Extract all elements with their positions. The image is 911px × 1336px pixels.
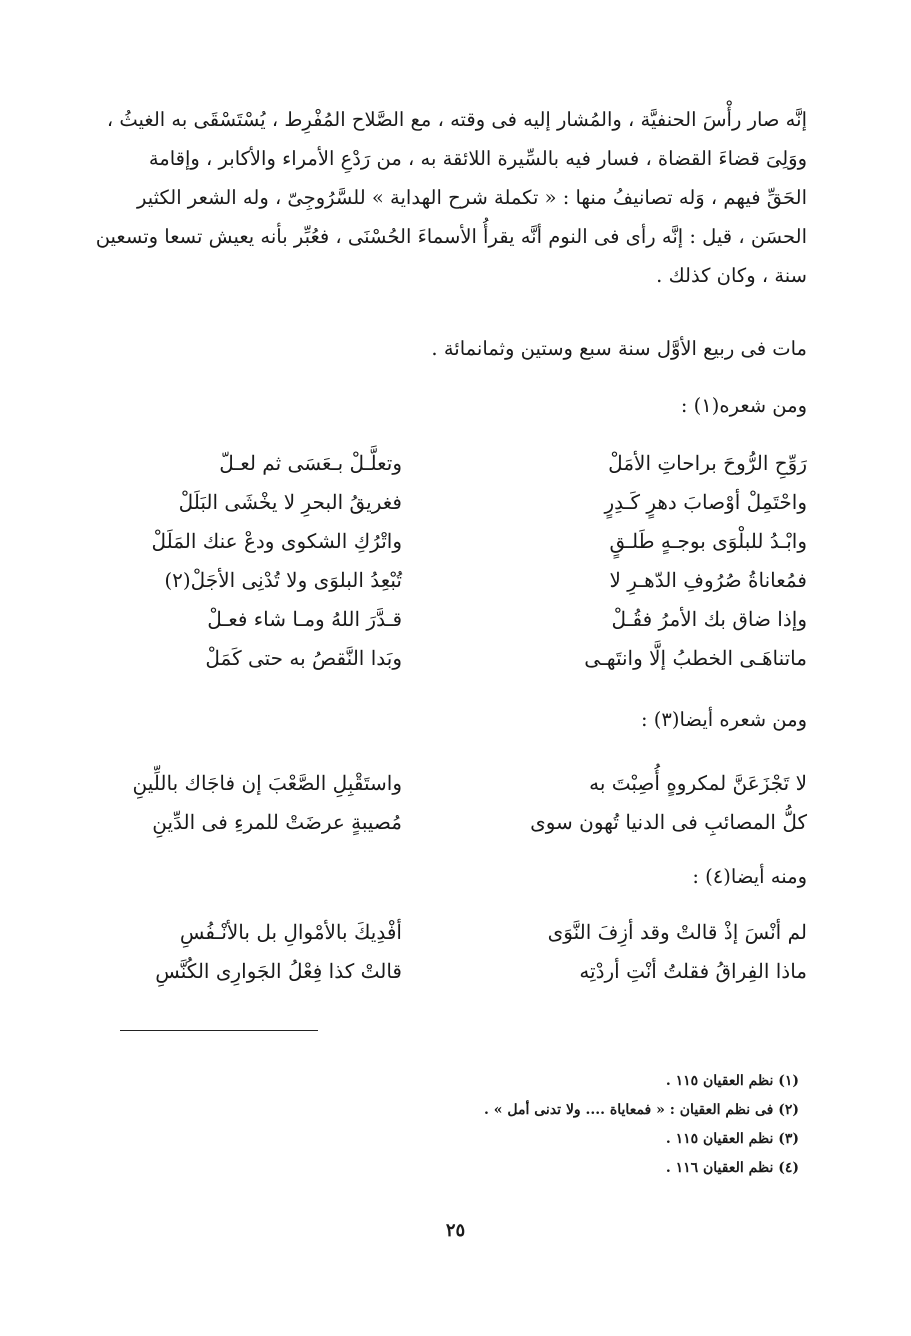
- first-hemistich: لا تَجْزَعَنَّ لمكروهٍ أُصِبْتَ به: [589, 771, 807, 795]
- verse: [112, 529, 807, 568]
- second-hemistich: تُبْعِدُ البلوَى ولا تُدْنِى الأجَلْ(٢): [164, 568, 402, 592]
- footnote: (٤) نظم العقيان ١١٦ .: [665, 1160, 799, 1176]
- footnote: (٣) نظم العقيان ١١٥ .: [665, 1131, 799, 1147]
- footnote: (١) نظم العقيان ١١٥ .: [665, 1073, 799, 1089]
- poem3-heading: ومنه أيضا(٤) :: [692, 865, 807, 888]
- first-hemistich: وإذا ضاق بك الأمرُ فقُـلْ: [611, 607, 807, 631]
- poem3: [112, 920, 807, 998]
- verse: [112, 810, 807, 849]
- verse: [112, 646, 807, 685]
- first-hemistich: ماذا الفِراقُ فقلتُ أنْتِ أردْتِه: [579, 959, 807, 983]
- second-hemistich: قـدَّرَ اللهُ ومـا شاء فعـلْ: [207, 607, 402, 631]
- paragraph-line: إنَّه صار رأْسَ الحنفيَّة ، والمُشار إليه فى وقته ، مع الصَّلاح المُفْرِط ، يُسْتَسْقَى به الغيثُ ،: [106, 108, 807, 131]
- poem2-heading: ومن شعره أيضا(٣) :: [640, 708, 807, 731]
- first-hemistich: رَوِّحِ الرُّوحَ براحاتِ الأمَلْ: [608, 451, 807, 475]
- second-hemistich: مُصيبةٍ عرضَتْ للمرءِ فى الدِّينِ: [152, 810, 402, 834]
- second-hemistich: قالتْ كذا فِعْلُ الجَوارِى الكُنَّسِ: [155, 959, 402, 983]
- footnote-divider: [120, 1030, 318, 1031]
- first-hemistich: كلُّ المصائبِ فى الدنيا تُهون سوى: [530, 810, 807, 834]
- second-hemistich: فغريقُ البحرِ لا يخْشَى البَلَلْ: [178, 490, 402, 514]
- verse: [112, 771, 807, 810]
- second-hemistich: واستَقْبِلِ الصَّعْبَ إن فاجَاك باللِّينِ: [132, 771, 402, 795]
- verse: [112, 607, 807, 646]
- first-hemistich: واحْتَمِلْ أوْصابَ دهرٍ كَـدِرٍ: [604, 490, 807, 514]
- verse: [112, 959, 807, 998]
- first-hemistich: ماتناهَـى الخطبُ إلَّا وانتَهـى: [584, 646, 807, 670]
- verse: [112, 451, 807, 490]
- second-hemistich: وبَدا النَّقصُ به حتى كَمَلْ: [205, 646, 402, 670]
- verse: [112, 920, 807, 959]
- poem1-heading: ومن شعره(١) :: [680, 394, 807, 417]
- poem1: [112, 451, 807, 685]
- verse: [112, 568, 807, 607]
- verse: [112, 490, 807, 529]
- intro-paragraph: [95, 100, 807, 295]
- death-date-line: مات فى ربيع الأوَّل سنة سبع وستين وثمانمائة .: [431, 337, 807, 360]
- second-hemistich: وتعلَّـلْ بـعَسَى ثم لعـلّ: [219, 451, 402, 475]
- first-hemistich: وابْـدُ للبلْوَى بوجـهٍ طَلـقٍ: [609, 529, 807, 553]
- page-number: ٢٥: [445, 1220, 466, 1241]
- footnote: (٢) فى نظم العقيان : « فمعاياة .... ولا تدنى أمل » .: [484, 1102, 799, 1118]
- poem2: [112, 771, 807, 849]
- paragraph-line: ووَلِىَ قضاءَ القضاة ، فسار فيه بالسِّيرة اللائقة به ، من رَدْعِ الأمراء والأكابر ، وإقامة: [148, 147, 807, 170]
- paragraph-line: سنة ، وكان كذلك .: [656, 264, 807, 287]
- footnotes: [484, 1067, 799, 1183]
- paragraph-line: الحَقِّ فيهم ، وَله تصانيفُ منها : « تكملة شرح الهداية » للسَّرُوجِىّ ، وله الشعر الكثير: [136, 186, 807, 209]
- second-hemistich: واتْرُكِ الشكوى ودعْ عنك المَلَلْ: [151, 529, 402, 553]
- first-hemistich: فمُعاناةُ صُرُوفِ الدّهـرِ لا: [609, 568, 807, 592]
- first-hemistich: لم أنْسَ إذْ قالتْ وقد أزِفَ النَّوَى: [547, 920, 807, 944]
- second-hemistich: أفْدِيكَ بالأمْوالِ بل بالأنْـفُسِ: [179, 920, 402, 944]
- paragraph-line: الحسَن ، قيل : إنَّه رأى فى النوم أنَّه يقرأُ الأسماءَ الحُسْنَى ، فعُبِّر بأنه يعيش تسعا وتسعين: [95, 225, 807, 248]
